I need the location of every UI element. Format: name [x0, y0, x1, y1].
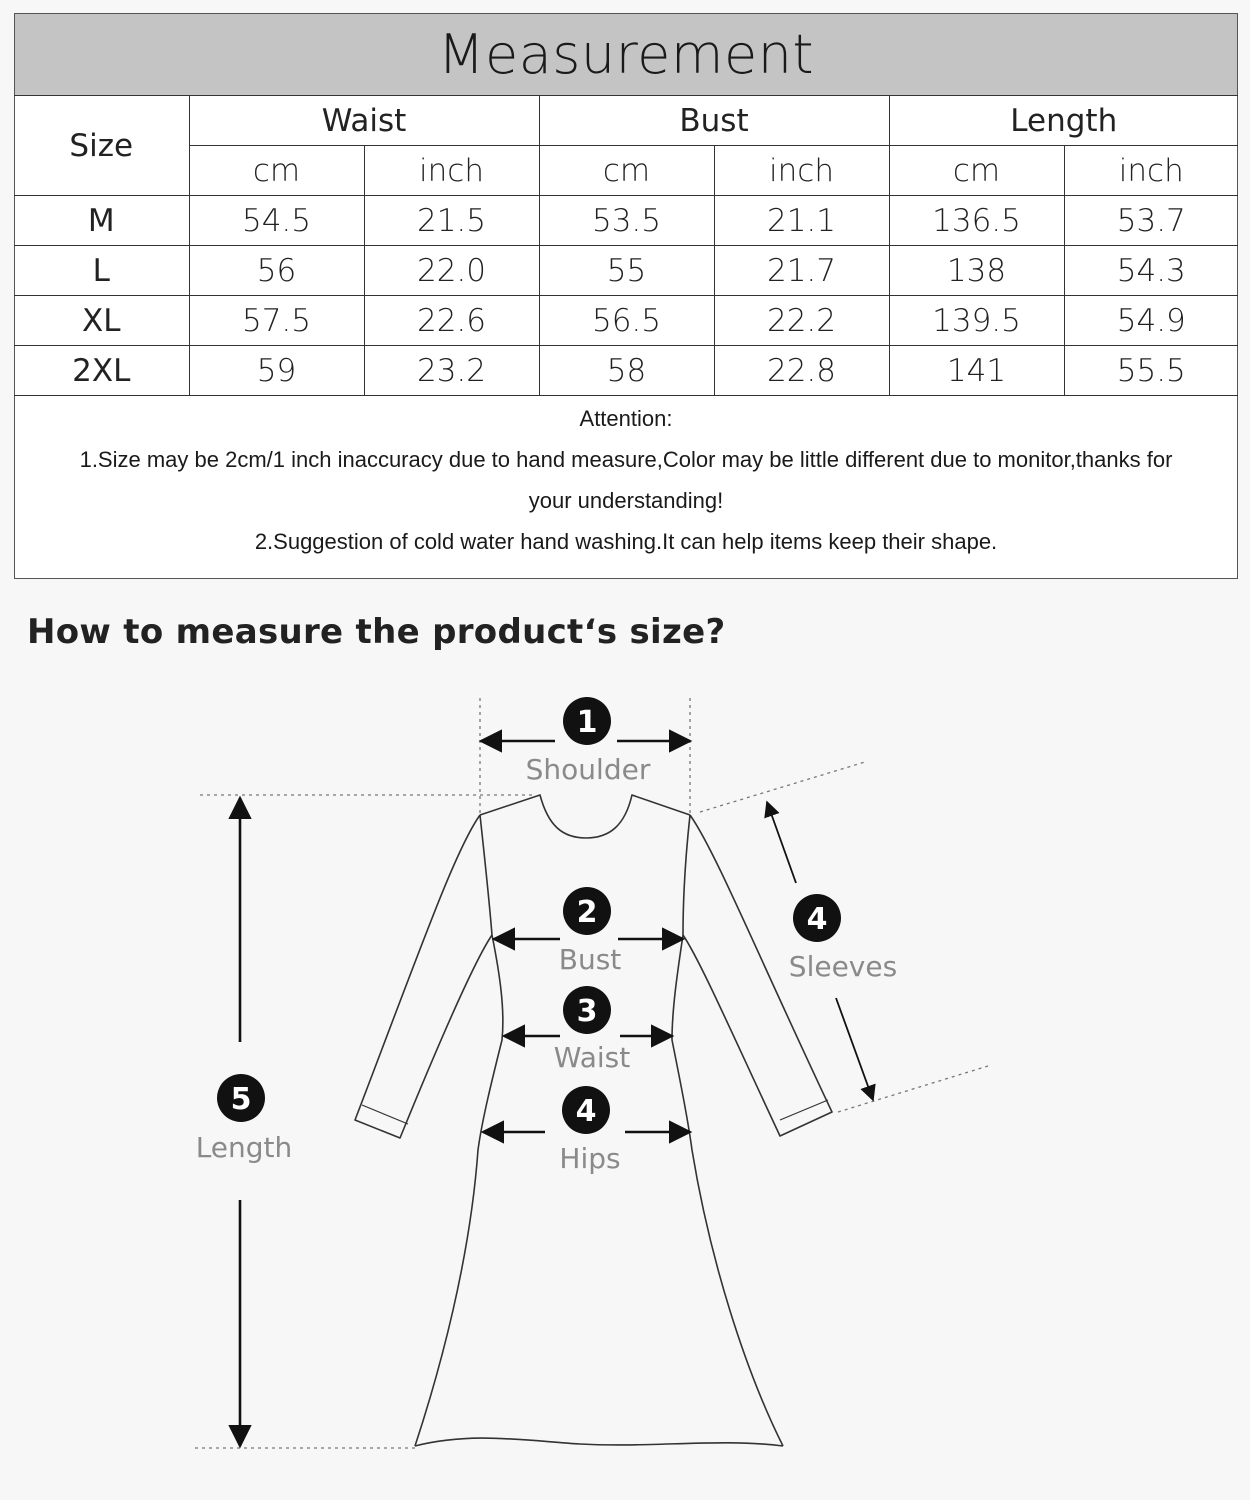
shoulder-label: Shoulder	[525, 753, 651, 786]
badge-number: 3	[576, 994, 598, 1029]
measure-guide-heading: How to measure the product‘s size?	[27, 612, 726, 652]
table-cell: 54.9	[1064, 296, 1238, 346]
table-cell: 56	[189, 246, 364, 296]
unit-header: inch	[714, 146, 889, 196]
attention-line: 1.Size may be 2cm/1 inch inaccuracy due to hand measure,Color may be little different due to monitor,thanks for	[79, 447, 1173, 472]
table-cell: 21.7	[714, 246, 889, 296]
table-row	[14, 246, 1238, 296]
length-marker	[196, 1074, 293, 1164]
waist-label: Waist	[553, 1041, 631, 1074]
badge-number: 4	[575, 1094, 597, 1129]
measure-arrows	[240, 741, 873, 1446]
size-label: M	[14, 196, 189, 246]
sleeves-label: Sleeves	[788, 950, 898, 983]
table-cell: 141	[889, 346, 1064, 396]
table-cell: 23.2	[364, 346, 539, 396]
hips-marker	[559, 1086, 620, 1175]
table-cell: 21.1	[714, 196, 889, 246]
badge-number: 5	[230, 1082, 252, 1117]
bust-label: Bust	[558, 943, 622, 976]
hips-label: Hips	[559, 1142, 621, 1175]
table-row	[14, 296, 1238, 346]
dress-diagram	[0, 680, 1250, 1480]
table-cell: 53.5	[539, 196, 714, 246]
table-cell: 22.6	[364, 296, 539, 346]
size-label: L	[14, 246, 189, 296]
badge-number: 4	[806, 902, 828, 937]
table-row	[14, 346, 1238, 396]
length-label: Length	[195, 1131, 293, 1164]
table-cell: 22.2	[714, 296, 889, 346]
table-cell: 55.5	[1064, 346, 1238, 396]
sleeve-arrow-down	[836, 998, 873, 1100]
table-cell: 54.3	[1064, 246, 1238, 296]
size-label: XL	[14, 296, 189, 346]
table-cell: 22.0	[364, 246, 539, 296]
unit-header: cm	[539, 146, 714, 196]
unit-header: inch	[1064, 146, 1238, 196]
table-row	[14, 196, 1238, 246]
sleeves-marker	[789, 894, 897, 983]
badge-number: 2	[576, 895, 598, 930]
table-cell: 139.5	[889, 296, 1064, 346]
attention-notes	[15, 398, 1237, 562]
waist-marker	[554, 986, 630, 1074]
table-cell: 21.5	[364, 196, 539, 246]
table-cell: 22.8	[714, 346, 889, 396]
unit-header: cm	[889, 146, 1064, 196]
group-header-waist: Waist	[189, 96, 539, 146]
table-cell: 54.5	[189, 196, 364, 246]
table-cell: 53.7	[1064, 196, 1238, 246]
badge-number: 1	[576, 705, 598, 740]
group-header-bust: Bust	[539, 96, 889, 146]
size-table	[14, 95, 1238, 396]
table-cell: 59	[189, 346, 364, 396]
table-cell: 55	[539, 246, 714, 296]
table-cell: 57.5	[189, 296, 364, 346]
unit-header: inch	[364, 146, 539, 196]
size-column-header: Size	[14, 96, 189, 196]
bust-marker	[559, 887, 622, 976]
attention-line: your understanding!	[528, 488, 724, 513]
table-cell: 138	[889, 246, 1064, 296]
chart-title: Measurement	[15, 14, 1237, 96]
table-cell: 58	[539, 346, 714, 396]
size-label: 2XL	[14, 346, 189, 396]
table-cell: 56.5	[539, 296, 714, 346]
sleeve-arrow-up	[767, 802, 796, 883]
size-chart	[14, 13, 1238, 579]
table-cell: 136.5	[889, 196, 1064, 246]
unit-header: cm	[189, 146, 364, 196]
group-header-length: Length	[889, 96, 1238, 146]
attention-line: 2.Suggestion of cold water hand washing.It can help items keep their shape.	[254, 529, 998, 554]
attention-heading: Attention:	[579, 406, 673, 431]
